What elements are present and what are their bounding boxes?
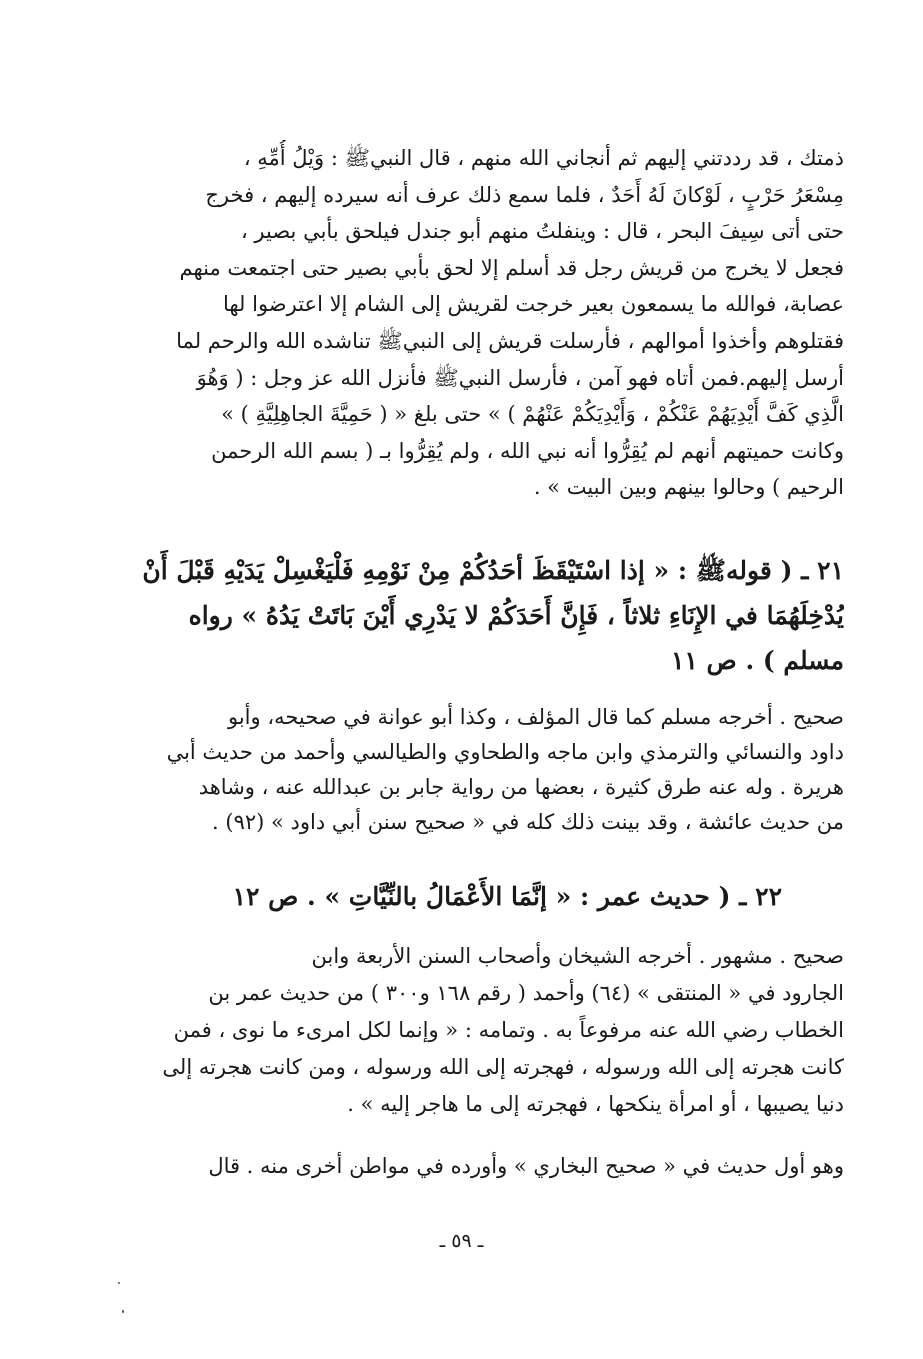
- heading-line: يُدْخِلَهُمَا في الإِنَاءِ ثلاثاً ، فَإِنَّ أَحَدَكُمْ لا يَدْرِي أَيْنَ بَاتَتْ يَدُهُ » رواه: [188, 601, 844, 630]
- text-line: وكانت حميتهم أنهم لم يُقِرُّوا أنه نبي الله ، ولم يُقِرُّوا بـ ( بسم الله الرحمن: [211, 438, 844, 463]
- paragraph-4: [140, 1148, 844, 1184]
- paragraph-1: [140, 140, 844, 506]
- heading-line: ٢٢ ـ ( حديث عمر : « إنَّمَا الأَعْمَالُ بالنِّيَّاتِ » . ص ١٢: [232, 882, 782, 911]
- page-number: ـ ٥٩ ـ: [439, 1230, 484, 1252]
- hadith-21-heading: [140, 548, 844, 683]
- text-line: الجارود في « المنتقى » (٦٤) وأحمد ( رقم ١٦٨ و٣٠٠ ) من حديث عمر بن: [208, 981, 844, 1005]
- paragraph-2: [140, 700, 844, 840]
- hadith-22-heading: [140, 874, 844, 920]
- text-line: فجعل لا يخرج من قريش رجل قد أسلم إلا لحق بأبي بصير حتى اجتمعت منهم: [179, 255, 844, 280]
- text-line: عصابة، فوالله ما يسمعون بعير خرجت لقريش إلى الشام إلا اعترضوا لها: [222, 292, 844, 317]
- heading-line: ٢١ ـ ( قولهﷺ : « إذا اسْتَيْقَظَ أحَدُكُمْ مِنْ نَوْمِهِ فَلْيَغْسِلْ يَدَيْهِ قَبْلَ أَنْ: [142, 556, 844, 585]
- text-line: الرحيم ) وحالوا بينهم وبين البيت » .: [533, 475, 844, 500]
- text-line: هريرة . وله عنه طرق كثيرة ، بعضها من رواية جابر بن عبدالله عنه ، وشاهد: [198, 775, 844, 799]
- text-line: مِسْعَرُ حَرْبٍ ، لَوْكانَ لَهُ أَحَدٌ ، فلما سمع ذلك عرف أنه سيرده إليهم ، فخرج: [205, 182, 844, 207]
- text-line: داود والنسائي والترمذي وابن ماجه والطحاوي والطيالسي وأحمد من حديث أبي: [166, 740, 844, 764]
- scan-speck: [122, 1310, 124, 1313]
- text-line: ذمتك ، قد رددتني إليهم ثم أنجاني الله منهم ، قال النبيﷺ : وَيْلُ أُمِّهِ ،: [243, 146, 844, 170]
- text-line: دنيا يصيبها ، أو امرأة ينكحها ، فهجرته إلى ما هاجر إليه » .: [347, 1092, 844, 1116]
- text-line: صحيح . أخرجه مسلم كما قال المؤلف ، وكذا أبو عوانة في صحيحه، وأبو: [227, 705, 844, 729]
- paragraph-3: [140, 938, 844, 1123]
- text-line: وهو أول حديث في « صحيح البخاري » وأورده في مواطن أخرى منه . قال: [208, 1154, 844, 1178]
- text-line: فقتلوهم وأخذوا أموالهم ، فأرسلت قريش إلى النبيﷺ تناشده الله والرحم لما: [176, 328, 844, 353]
- text-line: أرسل إليهم.فمن أتاه فهو آمن ، فأرسل النبيﷺ فأنزل الله عز وجل : ( وَهُوَ: [196, 365, 844, 390]
- text-line: الَّذِي كَفَّ أَيْدِيَهُمْ عَنْكُمْ ، وَأَيْدِيَكُمْ عَنْهُمْ ) » حتى بلغ « ( حَمِيَّةَ الجاهِلِيَّةِ ) »: [221, 402, 844, 427]
- scan-speck: [118, 1282, 120, 1284]
- text-line: الخطاب رضي الله عنه مرفوعاً به . وتمامه : « وإنما لكل امرىء ما نوى ، فمن: [173, 1018, 844, 1042]
- text-line: صحيح . مشهور . أخرجه الشيخان وأصحاب السنن الأربعة وابن: [311, 944, 844, 968]
- text-line: حتى أتى سِيفَ البحر ، قال : وينفلتُ منهم أبو جندل فيلحق بأبي بصير ،: [240, 219, 844, 244]
- text-line: من حديث عائشة ، وقد بينت ذلك كله في « صحيح سنن أبي داود » (٩٢) .: [212, 810, 844, 834]
- text-line: كانت هجرته إلى الله ورسوله ، فهجرته إلى الله ورسوله ، ومن كانت هجرته إلى: [162, 1055, 844, 1079]
- heading-line: مسلم ) . ص ١١: [670, 646, 844, 675]
